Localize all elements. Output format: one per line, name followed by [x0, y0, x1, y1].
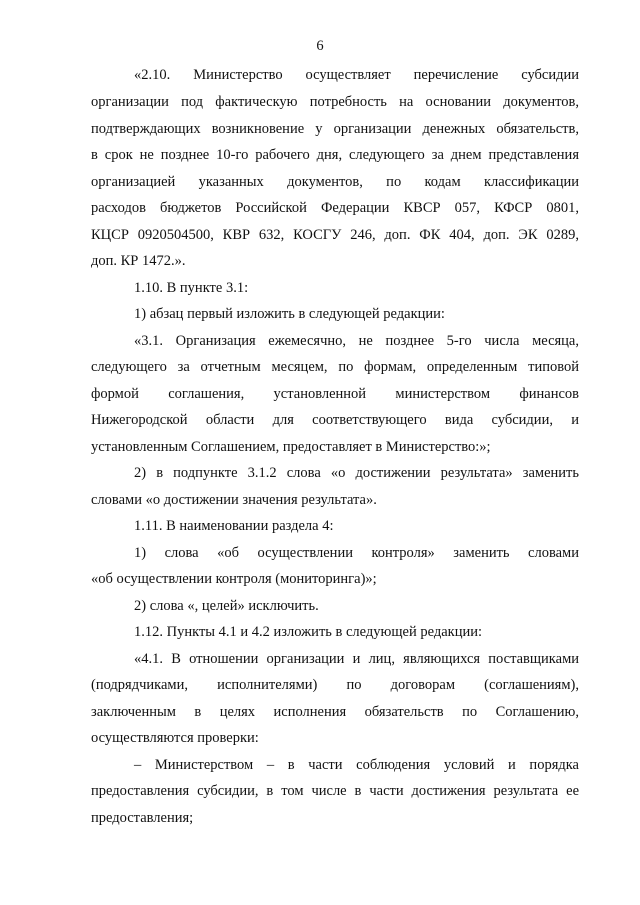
text-line: – Министерством – в части соблюдения условий и порядка	[134, 757, 579, 773]
text-line: формой соглашения, установленной министерством финансов	[91, 386, 579, 402]
text-line: 2) слова «, целей» исключить.	[134, 598, 319, 614]
text-line: заключенным в целях исполнения обязательств по Соглашению,	[91, 704, 579, 720]
text-line: «об осуществлении контроля (мониторинга)»;	[91, 571, 377, 587]
text-line: доп. КР 1472.».	[91, 253, 186, 269]
page-number: 6	[316, 38, 324, 54]
text-line: «3.1. Организация ежемесячно, не позднее 5-го числа месяца,	[134, 333, 579, 349]
text-line: 1) абзац первый изложить в следующей редакции:	[134, 306, 445, 322]
text-line: организации под фактическую потребность на основании документов,	[91, 94, 579, 110]
text-line: расходов бюджетов Российской Федерации КВСР 057, КФСР 0801,	[91, 200, 579, 216]
text-line: предоставления;	[91, 810, 194, 826]
text-line: «4.1. В отношении организации и лиц, являющихся поставщиками	[134, 651, 579, 667]
text-line: осуществляются проверки:	[91, 730, 259, 746]
section-heading: 1.10. В пункте 3.1:	[134, 280, 249, 296]
text-line: «2.10. Министерство осуществляет перечисление субсидии	[134, 67, 579, 83]
text-line: Нижегородской области для соответствующего вида субсидии, и	[91, 412, 579, 428]
text-line: в срок не позднее 10-го рабочего дня, следующего за днем представления	[91, 147, 579, 163]
section-heading: 1.12. Пункты 4.1 и 4.2 изложить в следующей редакции:	[134, 624, 483, 640]
text-line: установленным Соглашением, предоставляет в Министерство:»;	[91, 439, 491, 455]
text-line: следующего за отчетным месяцем, по формам, определенным типовой	[91, 359, 579, 375]
text-line: предоставления субсидии, в том числе в части достижения результата ее	[91, 783, 579, 799]
text-line: КЦСР 0920504500, КВР 632, КОСГУ 246, доп. ФК 404, доп. ЭК 0289,	[91, 227, 579, 243]
text-line: 1) слова «об осуществлении контроля» заменить словами	[134, 545, 579, 561]
text-line: организацией указанных документов, по кодам классификации	[91, 174, 579, 190]
text-line: 2) в подпункте 3.1.2 слова «о достижении результата» заменить	[134, 465, 579, 481]
text-line: (подрядчиками, исполнителями) по договорам (соглашениям),	[91, 677, 579, 693]
text-line: словами «о достижении значения результата».	[91, 492, 377, 508]
section-heading: 1.11. В наименовании раздела 4:	[134, 518, 334, 534]
text-line: подтверждающих возникновение у организации денежных обязательств,	[91, 121, 579, 137]
